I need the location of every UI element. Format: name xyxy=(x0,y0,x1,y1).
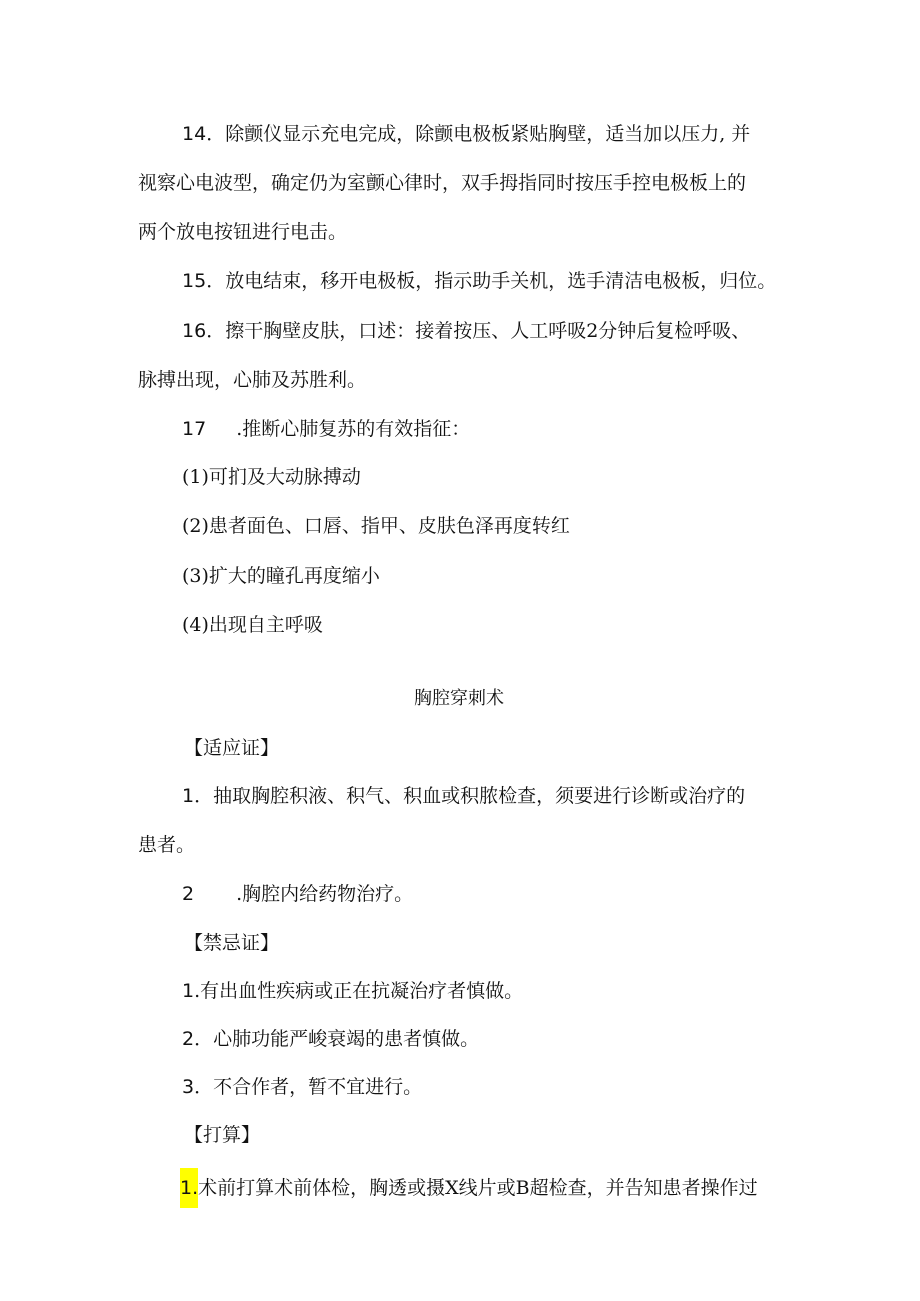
contraindication-3-number: 3 xyxy=(182,1076,195,1098)
contraindication-2-text: ．心肺功能严峻衰竭的患者慎做。 xyxy=(194,1028,480,1050)
preparation-1-number: 1. xyxy=(180,1168,198,1208)
contraindication-3-text: ．不合作者，暂不宜进行。 xyxy=(194,1076,423,1098)
item-14-line-1 xyxy=(182,121,750,147)
item-16-text-1: ．擦干胸壁皮肤，口述：接着按压、人工呼吸2分钟后复检呼吸、 xyxy=(206,320,751,342)
sign-item-2: (2)患者面色、口唇、指甲、皮肤色泽再度转红 xyxy=(182,515,570,537)
indications-heading: 【适应证】 xyxy=(184,737,280,759)
indication-1-line-2: 患者。 xyxy=(138,834,196,856)
item-14-number: 14 xyxy=(182,123,207,145)
contraindications-heading: 【禁忌证】 xyxy=(184,932,280,954)
item-15-line-1 xyxy=(182,268,776,294)
item-17-number: 17 xyxy=(182,418,207,440)
contraindication-1-number: 1 xyxy=(182,980,195,1002)
item-17-text-1: .推断心肺复苏的有效指征： xyxy=(236,418,471,440)
item-17-line-1 xyxy=(182,416,470,442)
preparation-1-text-1: 术前打算术前体检，胸透或摄X线片或B超检查，并告知患者操作过 xyxy=(198,1177,758,1199)
indication-2-text-1: .胸腔内给药物治疗。 xyxy=(236,883,414,905)
item-14-line-2: 视察心电波型，确定仍为室颤心律时，双手拇指同时按压手控电极板上的 xyxy=(138,172,747,194)
indication-2-number: 2 xyxy=(182,883,195,905)
item-16-line-1 xyxy=(182,318,750,344)
preparation-1-line-1 xyxy=(180,1168,758,1208)
contraindication-2 xyxy=(182,1026,479,1052)
item-14-text-1: ．除颤仪显示充电完成，除颤电极板紧贴胸壁，适当加以压力, 并 xyxy=(206,123,751,145)
item-16-number: 16 xyxy=(182,320,207,342)
contraindication-1 xyxy=(182,978,523,1004)
item-15-text-1: ．放电结束，移开电极板，指示助手关机，选手清洁电极板，归位。 xyxy=(206,270,777,292)
indication-1-line-1 xyxy=(182,783,745,809)
indication-1-text-1: ．抽取胸腔积液、积气、积血或积脓检查，须要进行诊断或治疗的 xyxy=(194,785,746,807)
indication-2-line-1 xyxy=(182,881,413,907)
sign-item-1: (1)可扪及大动脉搏动 xyxy=(182,466,361,488)
section-title: 胸腔穿刺术 xyxy=(414,688,504,709)
preparation-heading: 【打算】 xyxy=(184,1124,261,1146)
sign-item-4: (4)出现自主呼吸 xyxy=(182,614,323,636)
item-15-number: 15 xyxy=(182,270,207,292)
indication-1-number: 1 xyxy=(182,785,195,807)
sign-item-3: (3)扩大的瞳孔再度缩小 xyxy=(182,565,380,587)
contraindication-2-number: 2 xyxy=(182,1028,195,1050)
contraindication-1-text: .有出血性疾病或正在抗凝治疗者慎做。 xyxy=(194,980,524,1002)
contraindication-3 xyxy=(182,1074,422,1100)
item-14-line-3: 两个放电按钮进行电击。 xyxy=(138,221,348,243)
item-16-line-2: 脉搏出现，心肺及苏胜利。 xyxy=(138,369,367,391)
